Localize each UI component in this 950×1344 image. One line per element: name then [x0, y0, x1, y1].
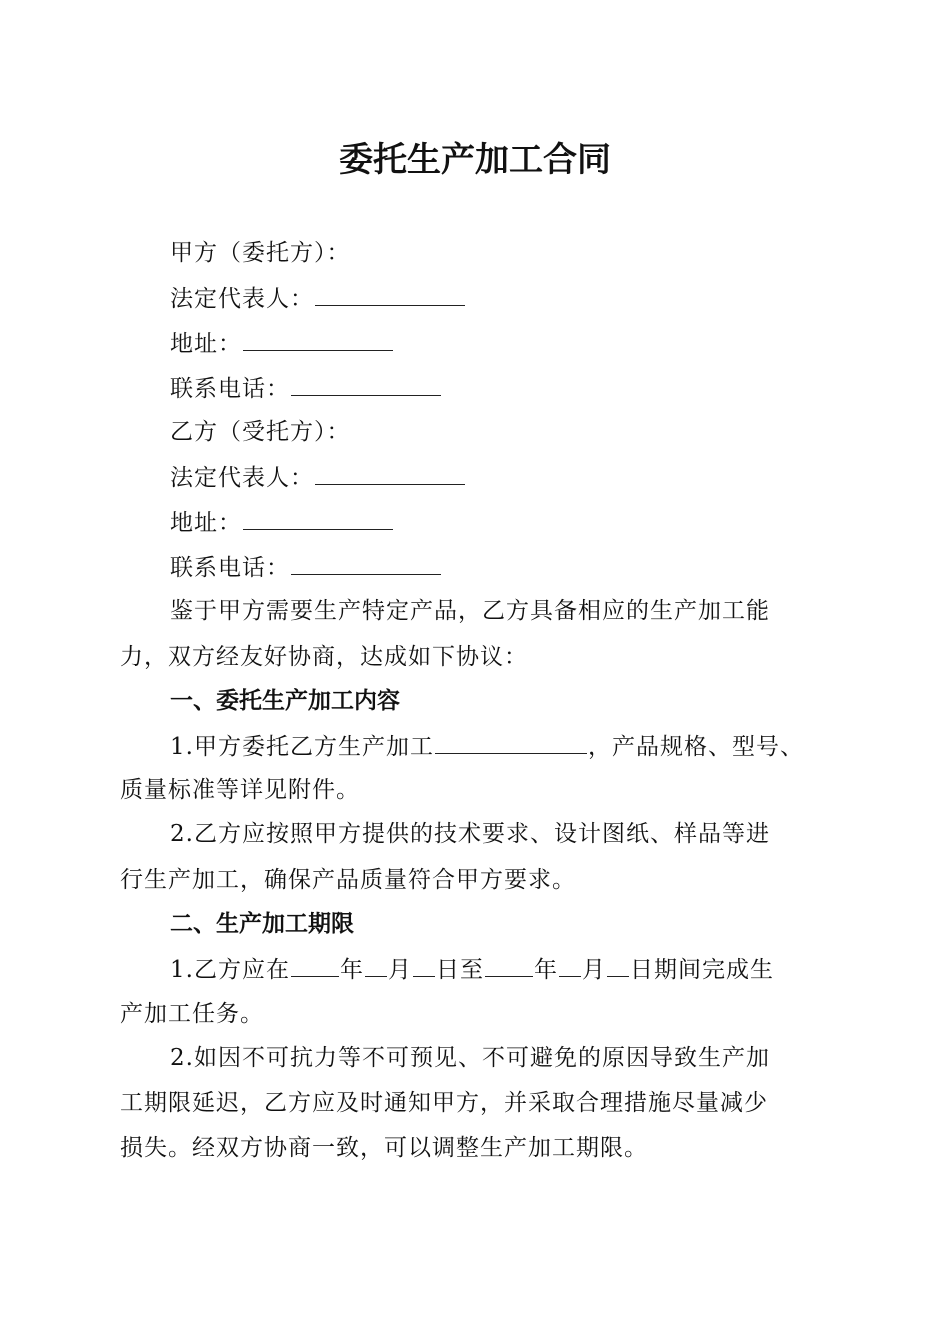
start-year-label: 年: [339, 957, 364, 983]
party-b-rep-label: 法定代表人：: [170, 465, 314, 491]
section-1-item-1-text-b: ，产品规格、型号、: [587, 734, 804, 760]
party-b-phone-blank[interactable]: [291, 552, 441, 575]
party-a-rep-blank[interactable]: [315, 283, 465, 306]
section-2-item-1-line-2: 产加工任务。: [120, 1001, 264, 1027]
party-b-rep-line: [170, 462, 466, 493]
end-day-blank[interactable]: [607, 954, 629, 977]
section-1-item-2-line-1: 2.乙方应按照甲方提供的技术要求、设计图纸、样品等进: [170, 821, 770, 847]
party-b-heading: 乙方（受托方）：: [170, 419, 351, 445]
party-b-address-label: 地址：: [170, 510, 242, 536]
party-a-heading: 甲方（委托方）：: [170, 240, 351, 266]
party-b-phone-label: 联系电话：: [170, 555, 290, 581]
end-year-label: 年: [533, 957, 558, 983]
end-month-blank[interactable]: [559, 954, 581, 977]
start-day-blank[interactable]: [413, 954, 435, 977]
party-b-address-blank[interactable]: [243, 507, 393, 530]
party-a-phone-blank[interactable]: [291, 373, 441, 396]
end-month-label: 月: [581, 957, 606, 983]
section-1-item-1: [170, 731, 804, 762]
preamble-line-2: 力，双方经友好协商，达成如下协议：: [120, 644, 528, 670]
section-1-item-1-text-a: 1.甲方委托乙方生产加工: [170, 734, 434, 760]
party-a-phone-line: [170, 373, 442, 404]
section-1-heading: 一、委托生产加工内容: [170, 688, 400, 714]
preamble-line-1: 鉴于甲方需要生产特定产品，乙方具备相应的生产加工能: [170, 598, 770, 624]
party-b-phone-line: [170, 552, 442, 583]
party-a-address-blank[interactable]: [243, 328, 393, 351]
party-b-address-line: [170, 507, 394, 538]
start-month-label: 月: [387, 957, 412, 983]
start-year-blank[interactable]: [291, 954, 339, 977]
party-a-rep-label: 法定代表人：: [170, 286, 314, 312]
end-day-label: 日期间完成生: [629, 957, 774, 983]
section-2-item-2-line-1: 2.如因不可抗力等不可预见、不可避免的原因导致生产加: [170, 1045, 770, 1071]
party-a-address-line: [170, 328, 394, 359]
document-title: 委托生产加工合同: [339, 140, 611, 180]
party-a-rep-line: [170, 283, 466, 314]
end-year-blank[interactable]: [485, 954, 533, 977]
party-a-phone-label: 联系电话：: [170, 376, 290, 402]
section-2-item-2-line-2: 工期限延迟，乙方应及时通知甲方，并采取合理措施尽量减少: [120, 1090, 768, 1116]
section-2-item-1: [170, 954, 774, 985]
party-a-address-label: 地址：: [170, 331, 242, 357]
section-2-item-1-prefix: 1.乙方应在: [170, 957, 290, 983]
start-month-blank[interactable]: [365, 954, 387, 977]
start-day-label: 日至: [435, 957, 484, 983]
section-2-heading: 二、生产加工期限: [170, 911, 354, 937]
party-b-rep-blank[interactable]: [315, 462, 465, 485]
product-name-blank[interactable]: [435, 731, 587, 754]
section-1-item-1-line-2: 质量标准等详见附件。: [120, 777, 360, 803]
section-2-item-2-line-3: 损失。经双方协商一致，可以调整生产加工期限。: [120, 1135, 648, 1161]
section-1-item-2-line-2: 行生产加工，确保产品质量符合甲方要求。: [120, 867, 576, 893]
